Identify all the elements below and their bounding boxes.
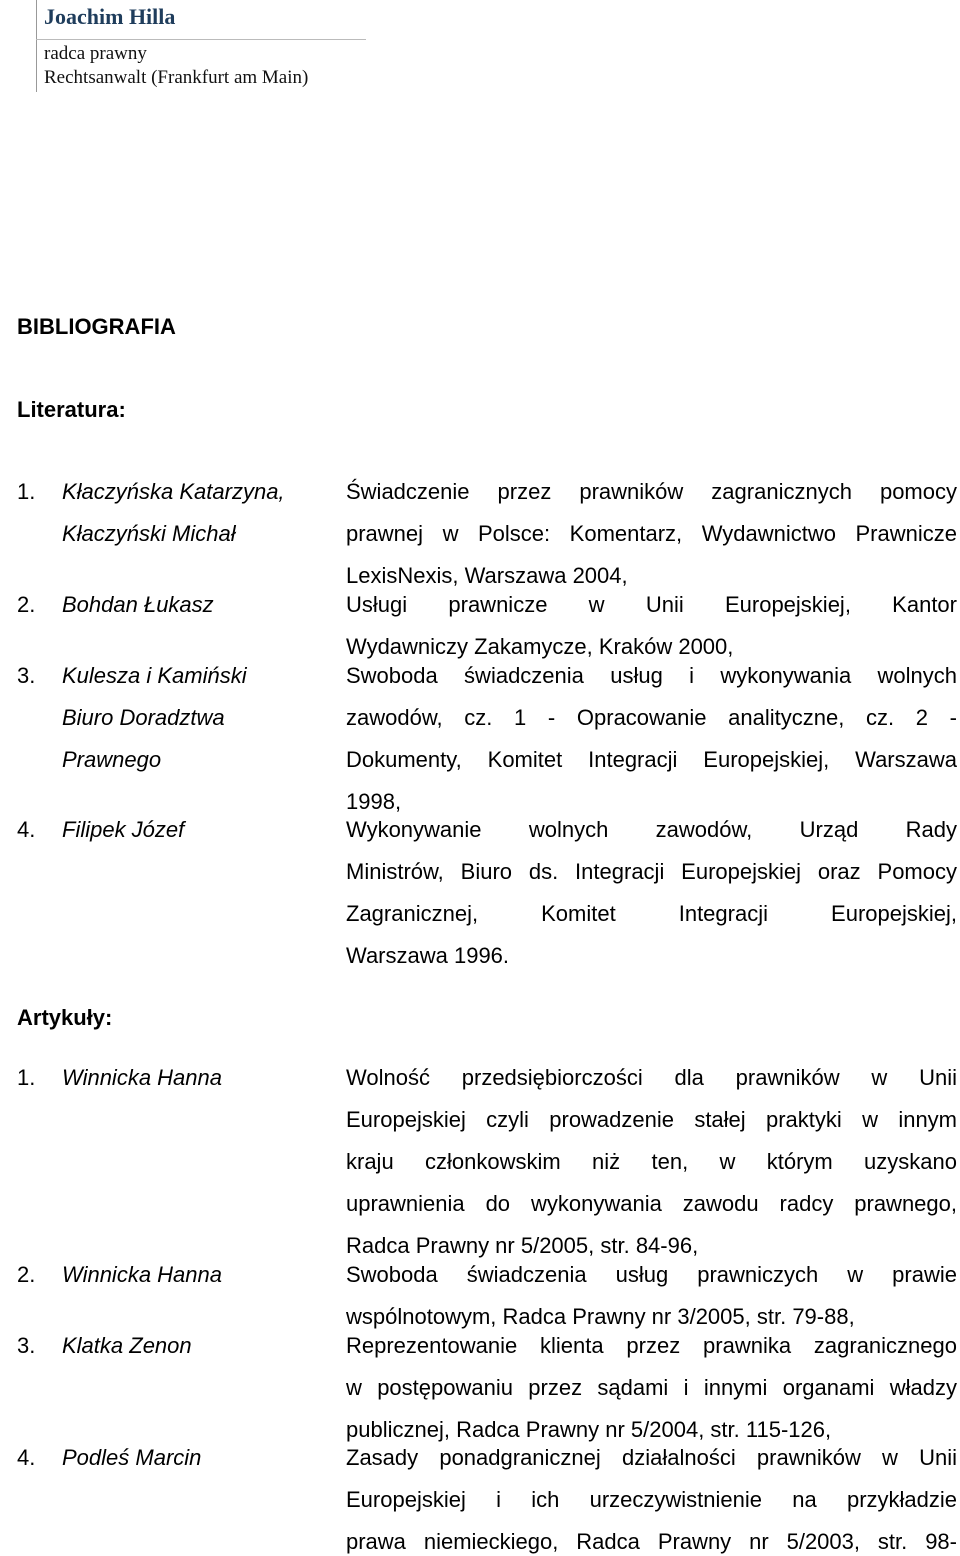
list-item-author: Kłaczyński Michał: [62, 521, 236, 546]
section-heading-artykuly: Artykuły:: [17, 1005, 113, 1030]
list-item-text-line: Wykonywanie wolnych zawodów, Urząd Rady: [346, 817, 957, 842]
list-item-text-line: prawa niemieckiego, Radca Prawny nr 5/2003, str. 98-: [346, 1529, 957, 1554]
letterhead-name: Joachim Hilla: [44, 4, 176, 29]
list-item-text-line: Dokumenty, Komitet Integracji Europejskiej, Warszawa: [346, 747, 957, 772]
list-item-text-line: Zagranicznej, Komitet Integracji Europejskiej,: [346, 901, 957, 926]
letterhead-title-pl: radca prawny: [44, 43, 147, 64]
letterhead-vertical-rule: [36, 0, 37, 92]
list-item-number: 3.: [17, 1333, 36, 1358]
list-item-number: 4.: [17, 1445, 36, 1470]
letterhead-horizontal-rule: [36, 39, 366, 40]
list-item-text-line: publicznej, Radca Prawny nr 5/2004, str. 115-126,: [346, 1417, 832, 1442]
letterhead: [36, 0, 366, 92]
list-item-text-line: Ministrów, Biuro ds. Integracji Europejskiej oraz Pomocy: [346, 859, 957, 884]
list-item-author: Biuro Doradztwa: [62, 705, 225, 730]
list-item-number: 4.: [17, 817, 36, 842]
list-item-text-line: Warszawa 1996.: [346, 943, 510, 968]
list-item-number: 1.: [17, 1065, 36, 1090]
list-item-number: 2.: [17, 592, 36, 617]
list-item-author: Klatka Zenon: [62, 1333, 192, 1358]
list-item-text-line: LexisNexis, Warszawa 2004,: [346, 563, 628, 588]
list-item-text-line: kraju członkowskim niż ten, w którym uzyskano: [346, 1149, 957, 1174]
list-item-text-line: Świadczenie przez prawników zagranicznych pomocy: [346, 479, 957, 504]
list-item-text-line: Zasady ponadgranicznej działalności prawników w Unii: [346, 1445, 957, 1470]
list-item-text-line: Swoboda świadczenia usług prawniczych w prawie: [346, 1262, 957, 1287]
list-item-text-line: Europejskiej czyli prowadzenie stałej praktyki w innym: [346, 1107, 957, 1132]
list-item-author: Winnicka Hanna: [62, 1262, 222, 1287]
list-item-text-line: Wydawniczy Zakamycze, Kraków 2000,: [346, 634, 734, 659]
section-heading-literatura: Literatura:: [17, 397, 126, 422]
list-item-text-line: Europejskiej i ich urzeczywistnienie na przykładzie: [346, 1487, 957, 1512]
list-item-text-line: Reprezentowanie klienta przez prawnika zagranicznego: [346, 1333, 957, 1358]
list-item-text-line: prawnej w Polsce: Komentarz, Wydawnictwo Prawnicze: [346, 521, 957, 546]
list-item-number: 2.: [17, 1262, 36, 1287]
list-item-number: 1.: [17, 479, 36, 504]
list-item-author: Winnicka Hanna: [62, 1065, 222, 1090]
list-item-text-line: uprawnienia do wykonywania zawodu radcy prawnego,: [346, 1191, 957, 1216]
list-item-text-line: zawodów, cz. 1 - Opracowanie analityczne, cz. 2 -: [346, 705, 957, 730]
list-item-text-line: wspólnotowym, Radca Prawny nr 3/2005, str. 79-88,: [346, 1304, 855, 1329]
list-item-author: Kulesza i Kamiński: [62, 663, 247, 688]
list-item-text-line: w postępowaniu przez sądami i innymi organami władzy: [346, 1375, 957, 1400]
list-item-text-line: Radca Prawny nr 5/2005, str. 84-96,: [346, 1233, 699, 1258]
list-item-author: Podleś Marcin: [62, 1445, 202, 1470]
list-item-text-line: Usługi prawnicze w Unii Europejskiej, Kantor: [346, 592, 957, 617]
list-item-text-line: Wolność przedsiębiorczości dla prawników w Unii: [346, 1065, 957, 1090]
list-item-author: Bohdan Łukasz: [62, 592, 214, 617]
list-item-author: Prawnego: [62, 747, 162, 772]
list-item-author: Filipek Józef: [62, 817, 185, 842]
list-item-author: Kłaczyńska Katarzyna,: [62, 479, 285, 504]
letterhead-title-de: Rechtsanwalt (Frankfurt am Main): [44, 67, 309, 88]
list-item-text-line: Swoboda świadczenia usług i wykonywania wolnych: [346, 663, 957, 688]
list-item-text-line: 1998,: [346, 789, 402, 814]
list-item-number: 3.: [17, 663, 36, 688]
page-title: BIBLIOGRAFIA: [17, 314, 176, 339]
